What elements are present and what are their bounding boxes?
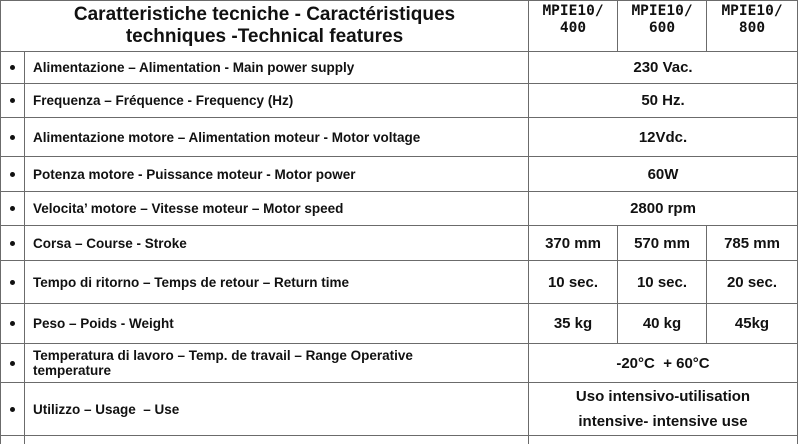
table-title-line2: techniques -Technical features (125, 26, 404, 47)
row-value: 230 Vac. (529, 52, 798, 84)
table-row (1, 261, 798, 304)
table-row (1, 157, 798, 192)
row-label: Peso – Poids - Weight (25, 304, 529, 344)
row-value-400: 370 mm (529, 226, 618, 261)
row-label: Tempo di ritorno – Temps de retour – Return time (25, 261, 529, 304)
bullet-icon (1, 344, 25, 383)
bullet-icon (1, 157, 25, 192)
partial-cell (529, 436, 798, 445)
row-label: Corsa – Course - Stroke (25, 226, 529, 261)
row-value: -20°C + 60°C (529, 344, 798, 383)
partial-cell (1, 436, 25, 445)
bullet-icon (1, 84, 25, 118)
model-800-line2: 800 (738, 20, 766, 36)
row-value: 12Vdc. (529, 118, 798, 157)
row-value-800: 45kg (707, 304, 798, 344)
bullet-icon (1, 383, 25, 436)
row-value-line2: intensive- intensive use (578, 413, 748, 430)
table-title-line1: Caratteristiche tecniche - Caractéristiques (73, 4, 456, 25)
row-value: 60W (529, 157, 798, 192)
model-header-400 (529, 1, 618, 52)
bullet-icon (1, 52, 25, 84)
row-label (25, 344, 529, 383)
model-600-line2: 600 (648, 20, 676, 36)
row-value-400: 35 kg (529, 304, 618, 344)
row-value-800: 20 sec. (707, 261, 798, 304)
row-value-line1: Uso intensivo-utilisation (575, 388, 751, 405)
row-value: 2800 rpm (529, 192, 798, 226)
table-row-partial (1, 436, 798, 445)
table-row (1, 118, 798, 157)
bullet-icon (1, 261, 25, 304)
model-800-line1: MPIE10/ (721, 3, 783, 19)
table-row (1, 192, 798, 226)
row-label: Velocita’ motore – Vitesse moteur – Motor speed (25, 192, 529, 226)
row-label: Alimentazione motore – Alimentation moteur - Motor voltage (25, 118, 529, 157)
table-row (1, 344, 798, 383)
bullet-icon (1, 304, 25, 344)
table-row (1, 52, 798, 84)
bullet-icon (1, 226, 25, 261)
row-label: Frequenza – Fréquence - Frequency (Hz) (25, 84, 529, 118)
row-value-600: 10 sec. (618, 261, 707, 304)
partial-cell (25, 436, 529, 445)
row-value-400: 10 sec. (529, 261, 618, 304)
row-label-line2: temperature (33, 363, 112, 378)
model-400-line2: 400 (559, 20, 587, 36)
row-label: Utilizzo – Usage – Use (25, 383, 529, 436)
model-400-line1: MPIE10/ (542, 3, 604, 19)
row-label: Potenza motore - Puissance moteur - Motor power (25, 157, 529, 192)
bullet-icon (1, 192, 25, 226)
row-label: Alimentazione – Alimentation - Main power supply (25, 52, 529, 84)
table-title (1, 1, 529, 52)
header-row (1, 1, 798, 52)
model-header-600 (618, 1, 707, 52)
model-header-800 (707, 1, 798, 52)
row-value-800: 785 mm (707, 226, 798, 261)
row-value-600: 570 mm (618, 226, 707, 261)
row-value-600: 40 kg (618, 304, 707, 344)
bullet-icon (1, 118, 25, 157)
row-value (529, 383, 798, 436)
table-row (1, 304, 798, 344)
model-600-line1: MPIE10/ (631, 3, 693, 19)
table-row (1, 383, 798, 436)
row-label-line1: Temperatura di lavoro – Temp. de travail – Range Operative (33, 348, 413, 363)
table-row (1, 226, 798, 261)
table-row (1, 84, 798, 118)
row-value: 50 Hz. (529, 84, 798, 118)
